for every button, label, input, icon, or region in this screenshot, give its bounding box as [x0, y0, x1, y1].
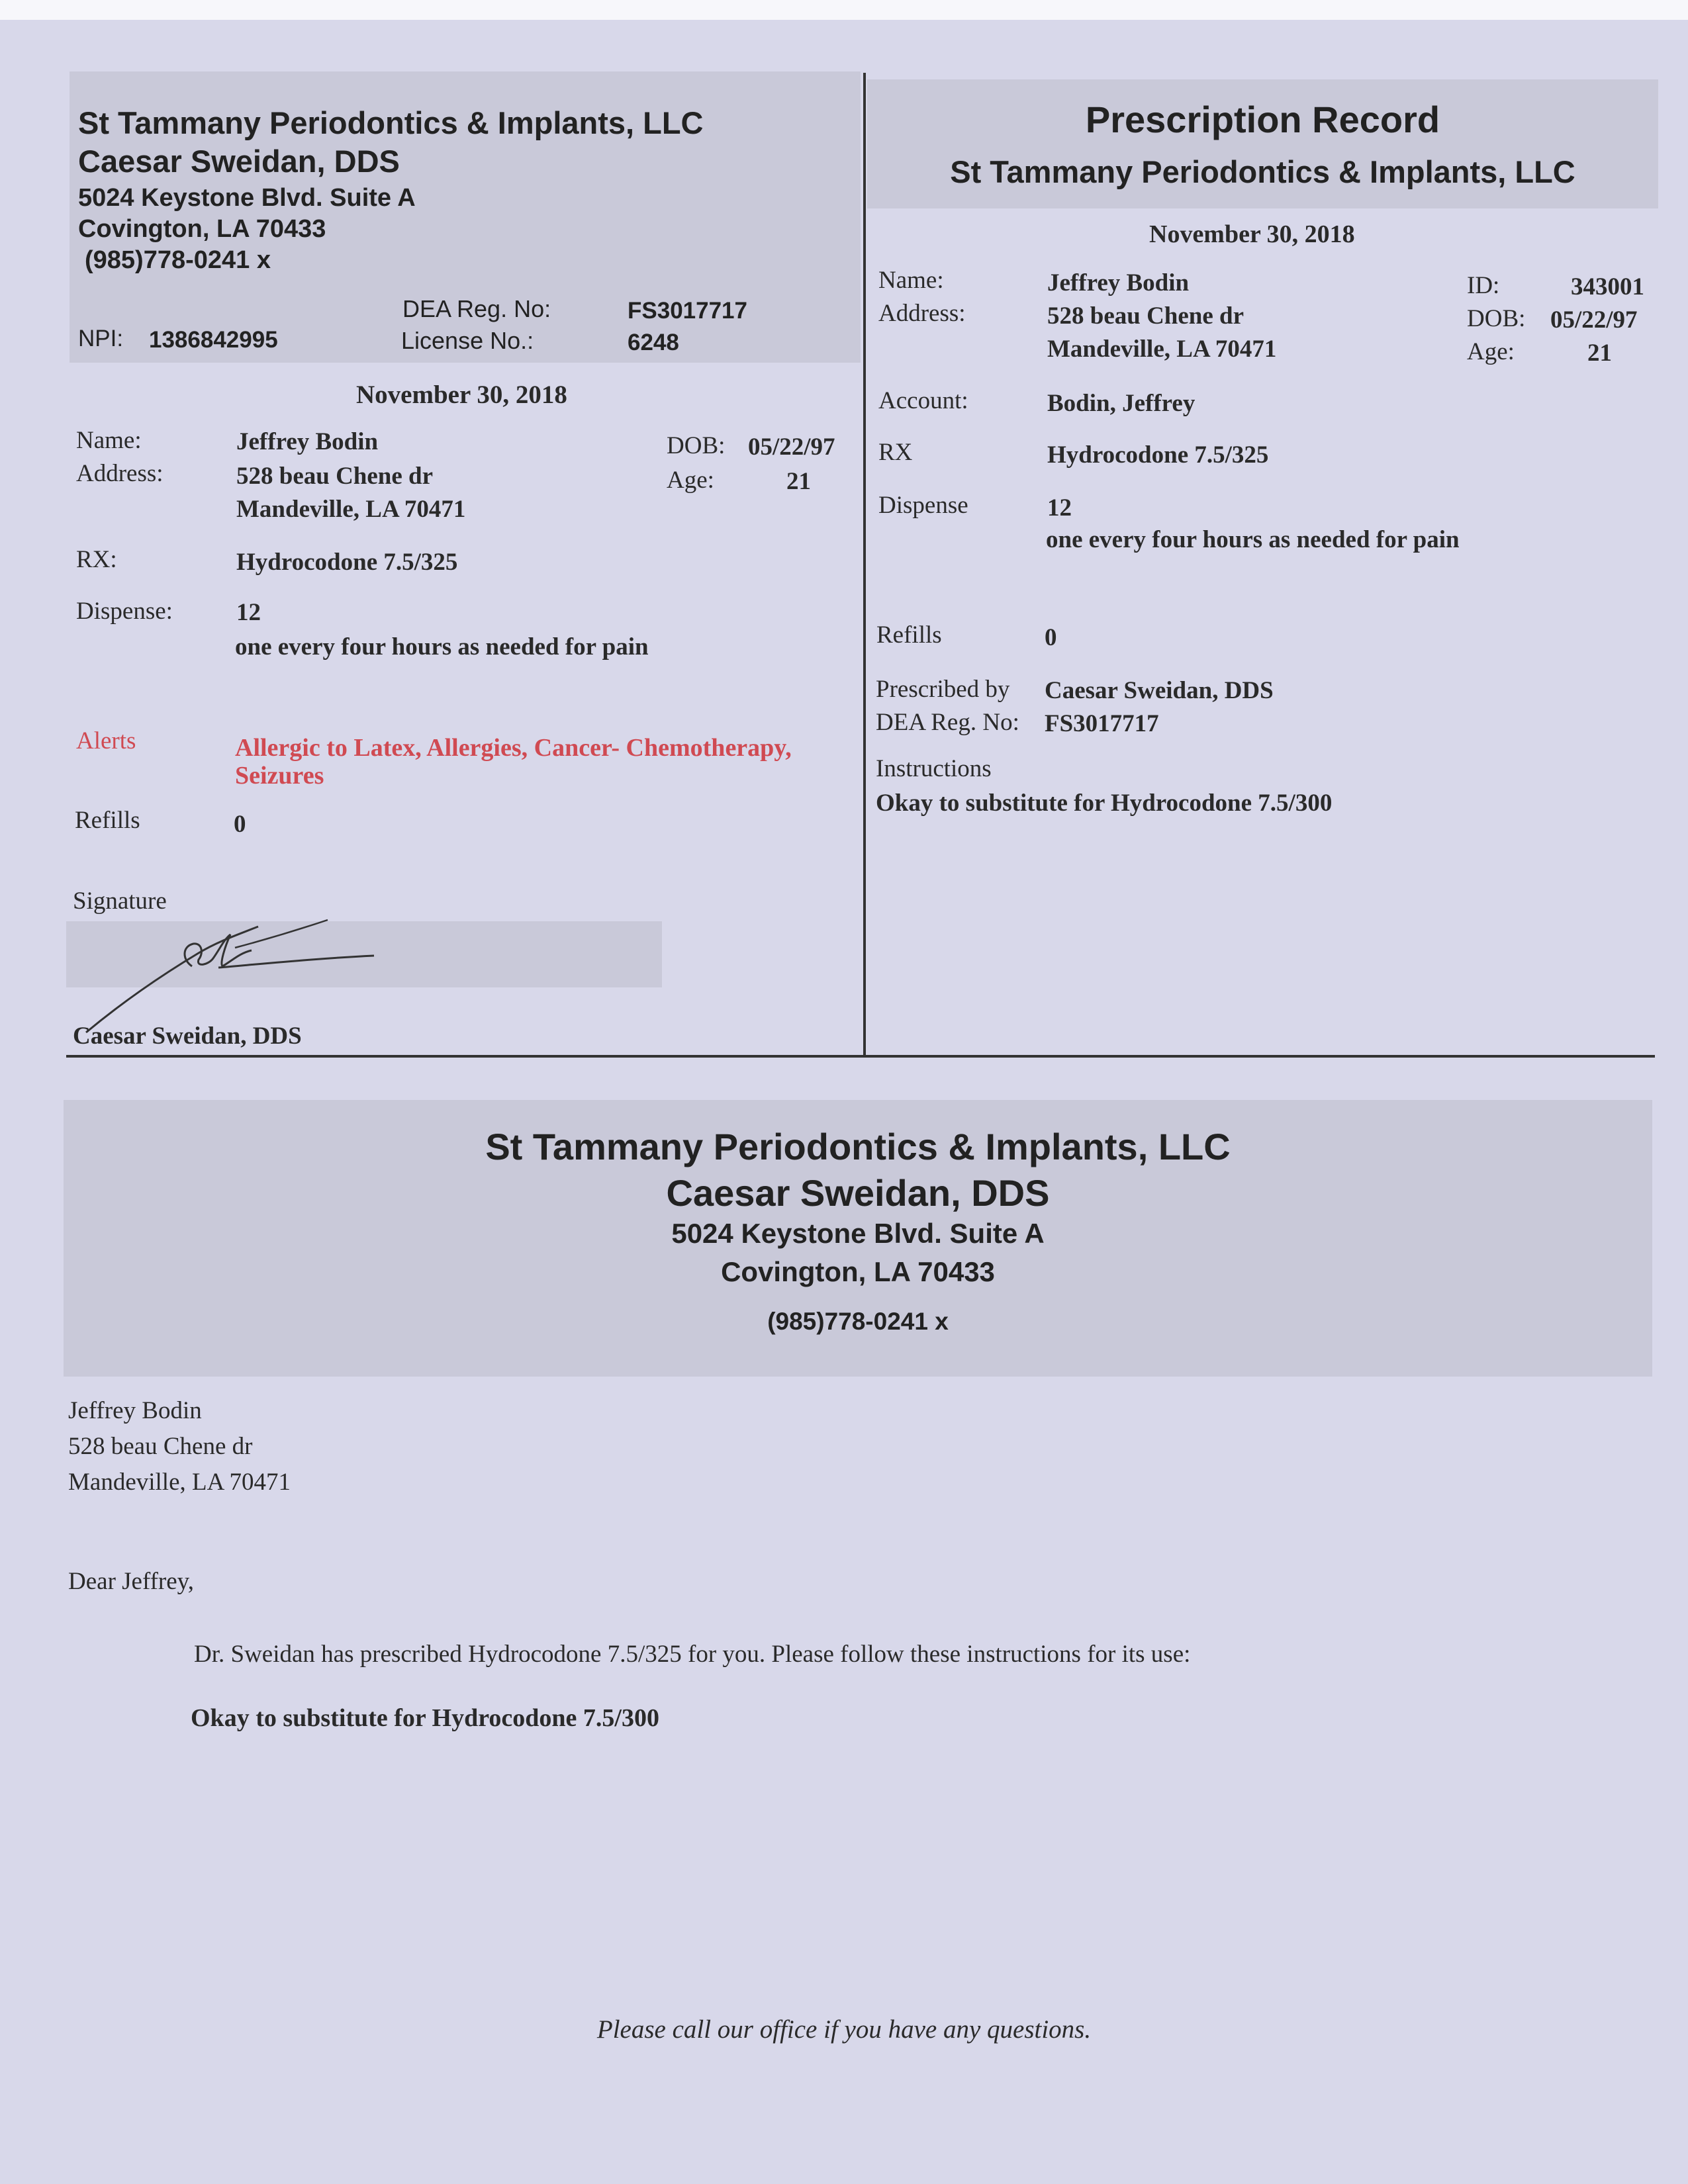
rx-address-label: Address: [76, 460, 164, 487]
record-dob-label: DOB: [1467, 305, 1526, 332]
record-name-label: Name: [878, 267, 944, 294]
rx-dispense-label: Dispense: [76, 598, 173, 625]
letter-address-line1: 5024 Keystone Blvd. Suite A [671, 1218, 1045, 1249]
record-patient-address1: 528 beau Chene dr [1047, 302, 1244, 330]
rx-alerts-line1: Allergic to Latex, Allergies, Cancer- Chemotherapy, [235, 734, 792, 762]
rx-alerts-line2: Seizures [235, 762, 324, 790]
record-prescriber: Caesar Sweidan, DDS [1045, 677, 1274, 704]
rx-date: November 30, 2018 [356, 381, 567, 409]
rx-drug: Hydrocodone 7.5/325 [236, 549, 458, 576]
record-title: Prescription Record [1085, 99, 1440, 140]
letter-doctor-name: Caesar Sweidan, DDS [666, 1172, 1050, 1214]
record-dispense-qty: 12 [1047, 494, 1072, 522]
rx-phone: (985)778-0241 x [85, 246, 271, 274]
record-account-label: Account: [878, 387, 968, 414]
record-instructions: Okay to substitute for Hydrocodone 7.5/300 [876, 790, 1333, 817]
letter-phone: (985)778-0241 x [767, 1308, 949, 1335]
rx-directions: one every four hours as needed for pain [235, 633, 649, 660]
record-address-label: Address: [878, 300, 966, 327]
record-age-label: Age: [1467, 338, 1515, 365]
rx-age-value: 21 [786, 468, 811, 495]
record-dispense-label: Dispense [878, 492, 968, 519]
rx-dea-value: FS3017717 [628, 298, 747, 324]
record-dea-label: DEA Reg. No: [876, 709, 1019, 736]
letter-practice-name: St Tammany Periodontics & Implants, LLC [485, 1126, 1231, 1167]
rx-patient-address1: 528 beau Chene dr [236, 463, 434, 490]
record-patient-address2: Mandeville, LA 70471 [1047, 336, 1277, 363]
record-dea-value: FS3017717 [1045, 710, 1159, 737]
record-directions: one every four hours as needed for pain [1046, 526, 1460, 553]
rx-patient-name: Jeffrey Bodin [236, 428, 379, 455]
record-refills-label: Refills [876, 621, 942, 649]
letter-recipient-name: Jeffrey Bodin [68, 1397, 202, 1424]
rx-dob-value: 05/22/97 [748, 433, 835, 461]
record-practice-name: St Tammany Periodontics & Implants, LLC [950, 154, 1575, 189]
rx-npi-value: 1386842995 [149, 327, 278, 353]
letter-address-line2: Covington, LA 70433 [721, 1256, 995, 1287]
record-id-value: 343001 [1571, 273, 1644, 300]
letter-closing: Please call our office if you have any questions. [596, 2015, 1092, 2044]
letter-recipient-address1: 528 beau Chene dr [68, 1433, 253, 1460]
rx-address-line1: 5024 Keystone Blvd. Suite A [78, 184, 416, 212]
rx-dea-label: DEA Reg. No: [402, 295, 551, 322]
record-refills-value: 0 [1045, 624, 1057, 651]
letter-body: Dr. Sweidan has prescribed Hydrocodone 7.5/325 for you. Please follow these instructions for its use: [194, 1641, 1191, 1668]
vertical-divider [863, 73, 866, 1056]
rx-dispense-qty: 12 [236, 599, 261, 626]
rx-refills-label: Refills [75, 807, 140, 834]
rx-license-label: License No.: [401, 327, 534, 354]
rx-patient-address2: Mandeville, LA 70471 [236, 496, 466, 523]
rx-signer-name: Caesar Sweidan, DDS [73, 1023, 302, 1050]
rx-rx-label: RX: [76, 546, 117, 573]
rx-npi-label: NPI: [78, 326, 124, 351]
record-age-value: 21 [1587, 340, 1612, 367]
rx-alerts-label: Alerts [76, 727, 136, 754]
record-date: November 30, 2018 [1149, 220, 1355, 248]
record-dob-value: 05/22/97 [1550, 306, 1638, 334]
page-top-edge [0, 0, 1688, 20]
record-drug: Hydrocodone 7.5/325 [1047, 441, 1269, 469]
horizontal-divider [66, 1055, 1655, 1058]
rx-address-line2: Covington, LA 70433 [78, 215, 326, 243]
rx-name-label: Name: [76, 427, 142, 454]
rx-refills-value: 0 [234, 811, 246, 838]
letter-instructions: Okay to substitute for Hydrocodone 7.5/300 [191, 1704, 659, 1732]
record-id-label: ID: [1467, 272, 1500, 299]
letter-greeting: Dear Jeffrey, [68, 1568, 195, 1595]
rx-doctor-name: Caesar Sweidan, DDS [78, 144, 400, 179]
record-instructions-label: Instructions [876, 755, 992, 782]
record-account-value: Bodin, Jeffrey [1047, 390, 1196, 417]
rx-license-value: 6248 [628, 330, 679, 355]
rx-signature-label: Signature [73, 887, 167, 915]
letter-recipient-address2: Mandeville, LA 70471 [68, 1469, 291, 1496]
record-patient-name: Jeffrey Bodin [1047, 269, 1190, 296]
rx-age-label: Age: [667, 467, 714, 494]
rx-practice-name: St Tammany Periodontics & Implants, LLC [78, 105, 704, 140]
record-rx-label: RX [878, 439, 913, 466]
record-prescribed-label: Prescribed by [876, 676, 1010, 703]
rx-dob-label: DOB: [667, 432, 726, 459]
